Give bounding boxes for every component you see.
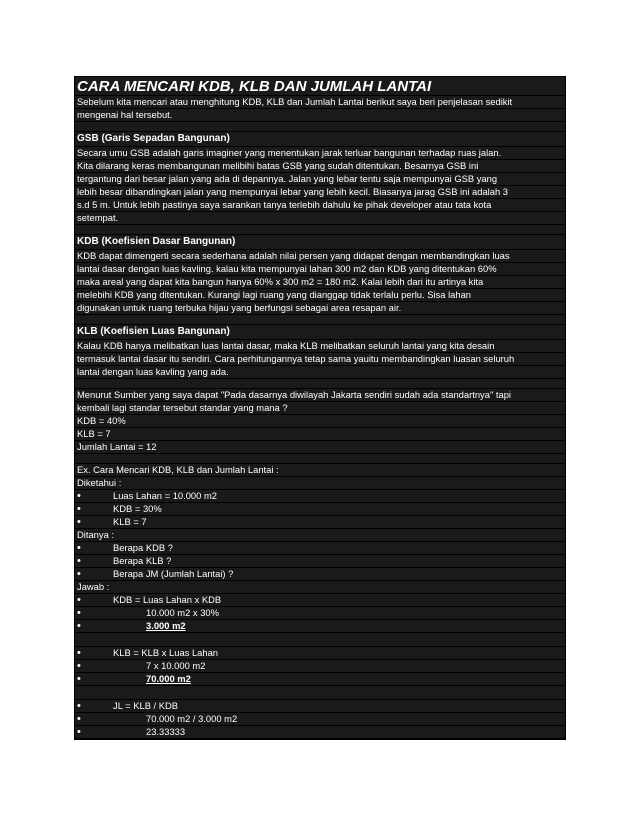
example-heading: Ex. Cara Mencari KDB, KLB dan Jumlah Lantai : [75,464,565,477]
bullet-icon: • [77,503,81,515]
menurut-line: kembali lagi standar tersebut standar yang mana ? [75,402,565,415]
bullet-icon: • [77,713,81,725]
gsb-line: lebih besar dibandingkan jalan yang mempunyai lebar yang lebih kecil. Biasanya jarag GSB ini adalah 3 [75,186,565,199]
klb-heading: KLB (Koefisien Luas Bangunan) [75,325,565,340]
jl-formula: JL = KLB / KDB [113,700,179,711]
jl-result: 23.33333 [146,726,186,737]
spacer [75,122,565,132]
menurut-line: Menurut Sumber yang saya dapat "Pada dasarnya diwilayah Jakarta sendiri sudah ada standartnya" tapi [75,389,565,402]
doc-title: CARA MENCARI KDB, KLB DAN JUMLAH LANTAI [75,77,565,96]
kdb-line: KDB dapat dimengerti secara sederhana adalah nilai persen yang didapat dengan membandingkan luas [75,250,565,263]
kdb-heading: KDB (Koefisien Dasar Bangunan) [75,235,565,250]
bullet-icon: • [77,620,81,632]
diketahui-label: Diketahui : [75,477,565,490]
diketahui-item: KLB = 7 [113,516,147,527]
document-table [74,76,566,740]
kdb-substitution: 10.000 m2 x 30% [146,607,219,618]
klb-formula: KLB = KLB x Luas Lahan [113,647,219,658]
diketahui-item: Luas Lahan = 10.000 m2 [113,490,217,501]
ditanya-item: Berapa KDB ? [113,542,173,553]
bullet-icon: • [77,700,81,712]
spacer [75,225,565,235]
ditanya-item: Berapa KLB ? [113,555,172,566]
gsb-line: setempat. [75,212,565,225]
spacer [75,686,565,700]
bullet-icon: • [77,594,81,606]
bullet-icon: • [77,542,81,554]
klb-line: termasuk lantai dasar itu sendiri. Cara perhitungannya tetap sama yauitu membandingkan luasan seluruh [75,353,565,366]
kdb-line: maka areal yang dapat kita bangun hanya 60% x 300 m2 = 180 m2. Kalai lebih dari itu artinya kita [75,276,565,289]
bullet-icon: • [77,555,81,567]
spacer [75,379,565,389]
kdb-line: digunakan untuk ruang terbuka hijau yang berfungsi sebagai area resapan air. [75,302,565,315]
gsb-line: s.d 5 m. Untuk lebih pastinya saya sarankan tanya terlebih dahulu ke pihak developer atau tata kota [75,199,565,212]
bullet-icon: • [77,647,81,659]
spacer [75,633,565,647]
bullet-icon: • [77,516,81,528]
kdb-line: melebihi KDB yang ditentukan. Kurangi lagi ruang yang dianggap tidak terlalu perlu. Sisa lahan [75,289,565,302]
standard-klb: KLB = 7 [75,428,565,441]
gsb-line: tergantung dari besar jalan yang ada di depannya. Jalan yang lebar tentu saja mempunyai GSB yang [75,173,565,186]
standard-jumlah-lantai: Jumlah Lantai = 12 [75,441,565,454]
klb-line: Kalau KDB hanya melibatkan luas lantai dasar, maka KLB melibatkan seluruh lantai yang kita desain [75,340,565,353]
kdb-line: lantai dasar dengan luas kavling. kalau kita mempunyai lahan 300 m2 dan KDB yang ditentukan 60% [75,263,565,276]
ditanya-label: Ditanya : [75,529,565,542]
standard-kdb: KDB = 40% [75,415,565,428]
intro-line-1: Sebelum kita mencari atau menghitung KDB, KLB dan Jumlah Lantai berikut saya beri penjelasan sedikit [75,96,565,109]
kdb-result: 3.000 m2 [146,620,186,631]
gsb-heading: GSB (Garis Sepadan Bangunan) [75,132,565,147]
ditanya-item: Berapa JM (Jumlah Lantai) ? [113,568,234,579]
bullet-icon: • [77,490,81,502]
bullet-icon: • [77,607,81,619]
bullet-icon: • [77,660,81,672]
bullet-icon: • [77,673,81,685]
bullet-icon: • [77,726,81,738]
spacer [75,315,565,325]
klb-line: lantai dengan luas kavling yang ada. [75,366,565,379]
gsb-line: Secara umu GSB adalah garis imaginer yang menentukan jarak terluar bangunan terhadap ruas jalan. [75,147,565,160]
klb-result: 70.000 m2 [146,673,191,684]
intro-line-2: mengenai hal tersebut. [75,109,565,122]
jl-substitution: 70.000 m2 / 3.000 m2 [146,713,238,724]
diketahui-item: KDB = 30% [113,503,162,514]
gsb-line: Kita dilarang keras membangunan melibihi batas GSB yang sudah ditentukan. Besarnya GSB ini [75,160,565,173]
klb-substitution: 7 x 10.000 m2 [146,660,206,671]
spacer [75,454,565,464]
bullet-icon: • [77,568,81,580]
jawab-label: Jawab : [75,581,565,594]
kdb-formula: KDB = Luas Lahan x KDB [113,594,222,605]
